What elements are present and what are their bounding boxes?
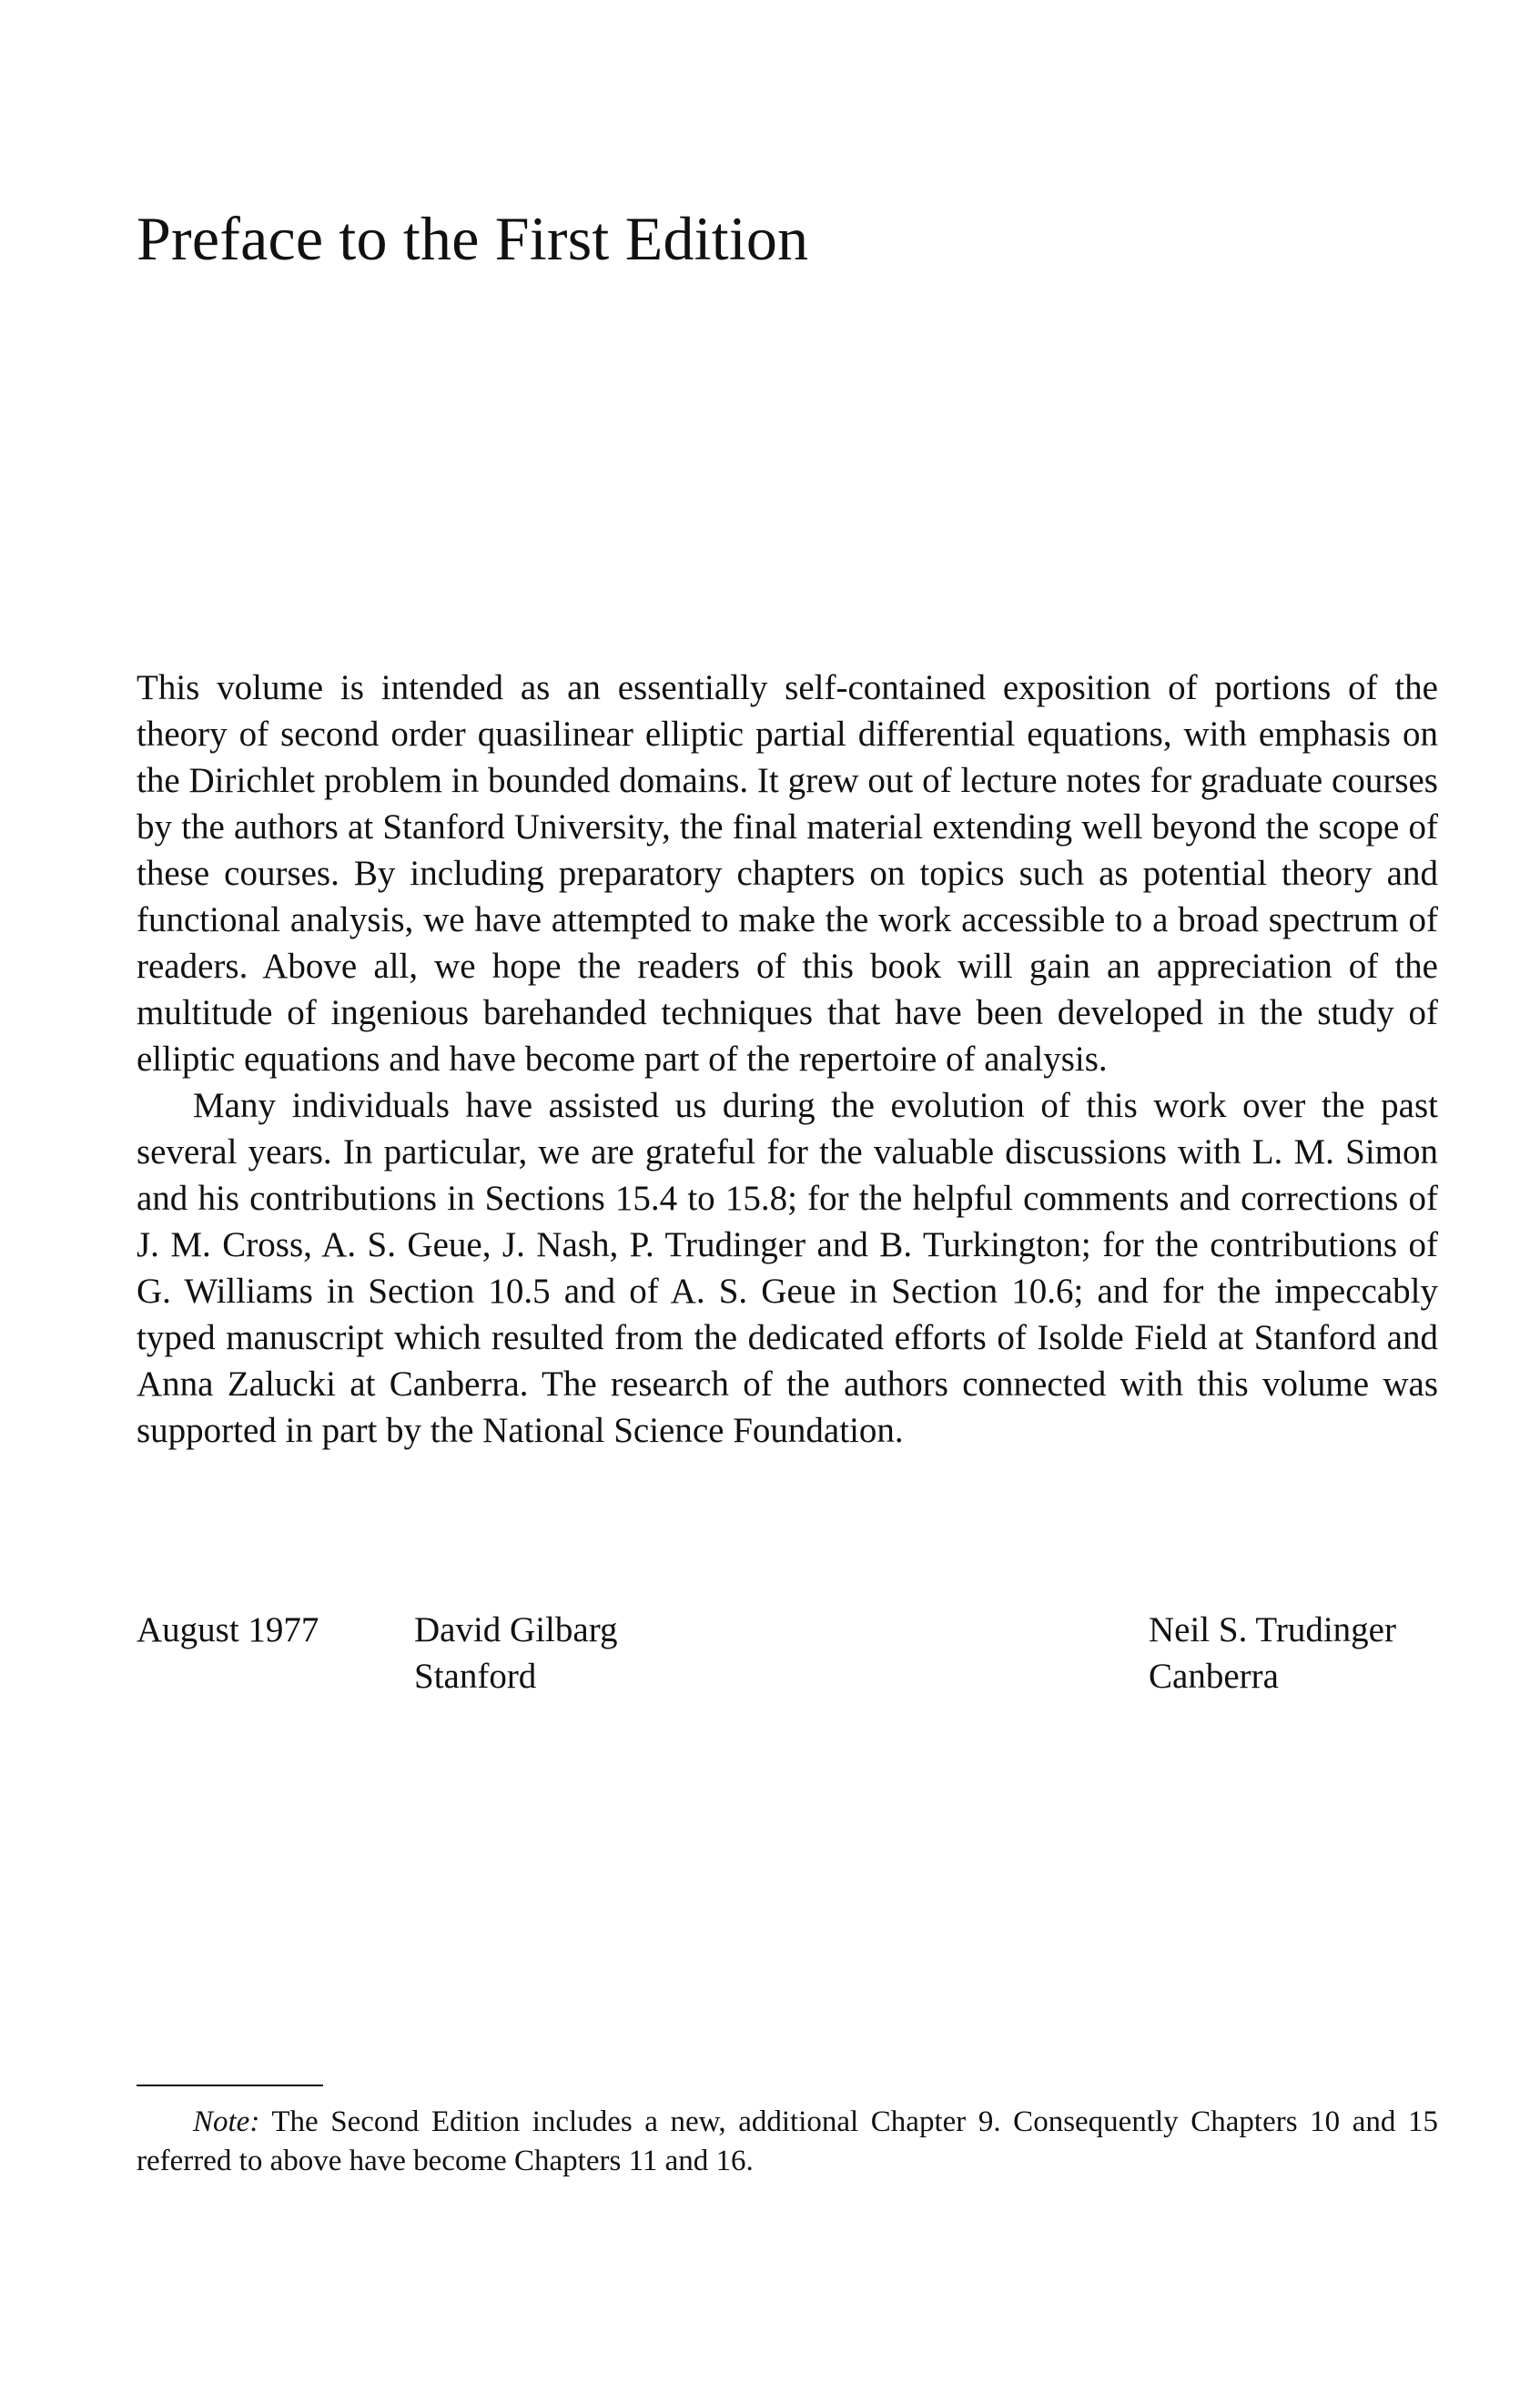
- paragraph-1: This volume is intended as an essentially self-contained exposition of portions of the theory of second order quasilinear elliptic partial differential equations, with emphasis on the Dirichlet problem in bounded domains. It grew out of lecture notes for graduate courses by the authors at Stanford University, the final material extending well beyond the scope of these courses. By including preparatory chapters on topics such as potential theory and functional analysis, we have attempted to make the work accessible to a broad spectrum of readers. Above all, we hope the readers of this book will gain an appreciation of the multitude of ingenious barehanded techniques that have been developed in the study of elliptic equations and have become part of the repertoire of analysis.: [137, 668, 1438, 1079]
- signature-date: August 1977: [137, 1610, 319, 1649]
- footnote-divider: [137, 2085, 323, 2086]
- footnote-text: The Second Edition includes a new, additional Chapter 9. Consequently Chapters 10 and 15 referred to above have become Chapters 11 and 16.: [137, 2105, 1438, 2177]
- author-2-place: Canberra: [1149, 1657, 1279, 1696]
- footnote: [137, 2103, 1438, 2181]
- author-1-name: David Gilbarg: [414, 1610, 618, 1649]
- signature-author-1: [414, 1607, 618, 1699]
- footnote-label: Note:: [193, 2105, 260, 2138]
- preface-body: [137, 664, 1438, 1454]
- paragraph-2: Many individuals have assisted us during the evolution of this work over the past several years. In particular, we are grateful for the valuable discussions with L. M. Simon and his contributions in Sections 15.4 to 15.8; for the helpful comments and corrections of J. M. Cross, A. S. Geue, J. Nash, P. Trudinger and B. Turkington; for the contributions of G. Williams in Section 10.5 and of A. S. Geue in Section 10.6; and for the impeccably typed manuscript which resulted from the dedicated efforts of Isolde Field at Stanford and Anna Zalucki at Canberra. The research of the authors connected with this volume was supported in part by the National Science Foundation.: [137, 1086, 1438, 1450]
- page-title: Preface to the First Edition: [137, 204, 809, 273]
- signature-author-2: [1149, 1607, 1396, 1699]
- author-2-name: Neil S. Trudinger: [1149, 1610, 1396, 1649]
- author-1-place: Stanford: [414, 1657, 537, 1696]
